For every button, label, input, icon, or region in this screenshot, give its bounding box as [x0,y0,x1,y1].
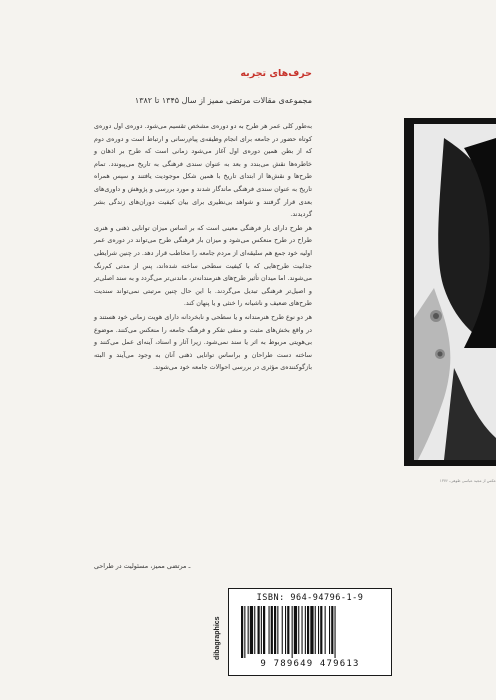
barcode-bar [263,606,265,654]
barcode-bar [250,606,253,654]
barcode-bar [287,606,289,654]
paragraph: به‌طور کلی عمر هر طرح به دو دوره‌ی مشخص تقسیم می‌شود. دوره‌ی اول دوره‌ی کوتاه حضور در جامعه برای انجام وظیفه‌ی پیام‌رسانی و ارتباط است و دوره‌ی دوم که از بطن همین دوره‌ی اول آغاز می‌شود زمانی است که طرح بر اذهان و خاطره‌ها نقش می‌بندد و بعد به عنوان سندی فرهنگی به تاریخ می‌پیوندد. تمام طرح‌ها و نقش‌ها از ابتدای تاریخ با همین شکل موجودیت یافتند و سپس همراه تاریخ به عنوان سندی فرهنگی ماندگار شدند و مورد بررسی و پژوهش و داوری‌های بعدی قرار گرفتند و شواهد بی‌نظیری برای بیان کیفیت دوران‌های زندگی بشر گردیدند. [94,122,312,219]
barcode-bar [331,606,333,654]
barcode-bar [277,606,278,654]
paragraph: هر طرح دارای بار فرهنگی معینی است که بر اساس میزان توانایی ذهنی و هنری طراح در طرح منعکس می‌شود و میزان بار فرهنگی طرح می‌تواند در دوره‌ی عمر اولیه خود جمع هم سلیقه‌ای از مردم جامعه را مخاطب قرار دهد. در چنین شرایطی جذابیت طرح‌هایی که با کیفیت سطحی ساخته شده‌اند، پس از مدتی کم‌رنگ می‌شوند. اما میدان تأثیر طرح‌های هنرمندانه‌تر، ماندنی‌تر می‌گردد و به سند اصلی‌تر و اصیل‌تر فرهنگی تبدیل می‌گردند. با این حال چنین مرتبتی نمی‌تواند سندیت طرح‌های ضعیف و ناشیانه را خنثی و یا پنهان کند. [94,223,312,308]
barcode-bar [269,606,270,654]
barcode-bar [244,606,245,658]
barcode-bar [274,606,276,654]
barcode [228,588,392,676]
barcode-bar [261,606,262,654]
barcode-bar [310,606,313,654]
barcode-bar [315,606,316,654]
paragraph: هر دو نوع طرح هنرمندانه و یا سطحی و نابخردانه دارای هویت زمانی خود هستند و در واقع بخش‌های مثبت و منفی تفکر و فرهنگ جامعه را منعکس می‌کنند. موضوع بی‌هویتی مربوط به اثر یا سند نمی‌شود. زیرا آثار و اسناد، آینه‌ای عمل می‌کنند و ساخته دست طراحان و براساس توانایی ذهنی آنان به وجود می‌آیند و البته بازگوکننده‌ی مؤثری در بررسی احوالات جامعه خود می‌شوند. [94,312,312,372]
barcode-bar [335,606,336,658]
barcode-bar [302,606,303,654]
barcode-bar [282,606,283,654]
blurb-text [94,120,312,375]
photo-caption: عکس از مجید عباسی طوهی، ۱۳۷۶ [439,478,496,483]
barcode-bar [318,606,319,654]
barcode-bar [241,606,243,658]
barcode-bar [320,606,322,654]
barcode-bar [325,606,326,654]
book-subtitle: مجموعه‌ی مقالات مرتضی ممیز از سال ۱۳۴۵ تا ۱۳۸۲ [134,96,312,105]
book-title: حرف‌های تجربه [240,68,312,79]
barcode-bars [241,606,379,658]
quote-attribution: ـ مرتضی ممیز، مسئولیت در طراحی [94,562,191,570]
barcode-bar [305,606,306,654]
barcode-bar [258,606,260,654]
barcode-bar [307,606,309,654]
publisher-logo [210,592,222,662]
author-photo [404,118,496,466]
barcode-bar [248,606,249,654]
barcode-bar [298,606,299,654]
isbn-label: ISBN: 964-94796-1-9 [256,593,364,603]
barcode-number: 9 789649 479613 [260,659,360,669]
barcode-bar [329,606,330,654]
barcode-bar [292,606,293,658]
publisher-name: dibagraphics [214,616,221,660]
barcode-bar [285,606,286,654]
barcode-bar [294,606,297,654]
barcode-bar [254,606,255,654]
barcode-bar [271,606,273,654]
